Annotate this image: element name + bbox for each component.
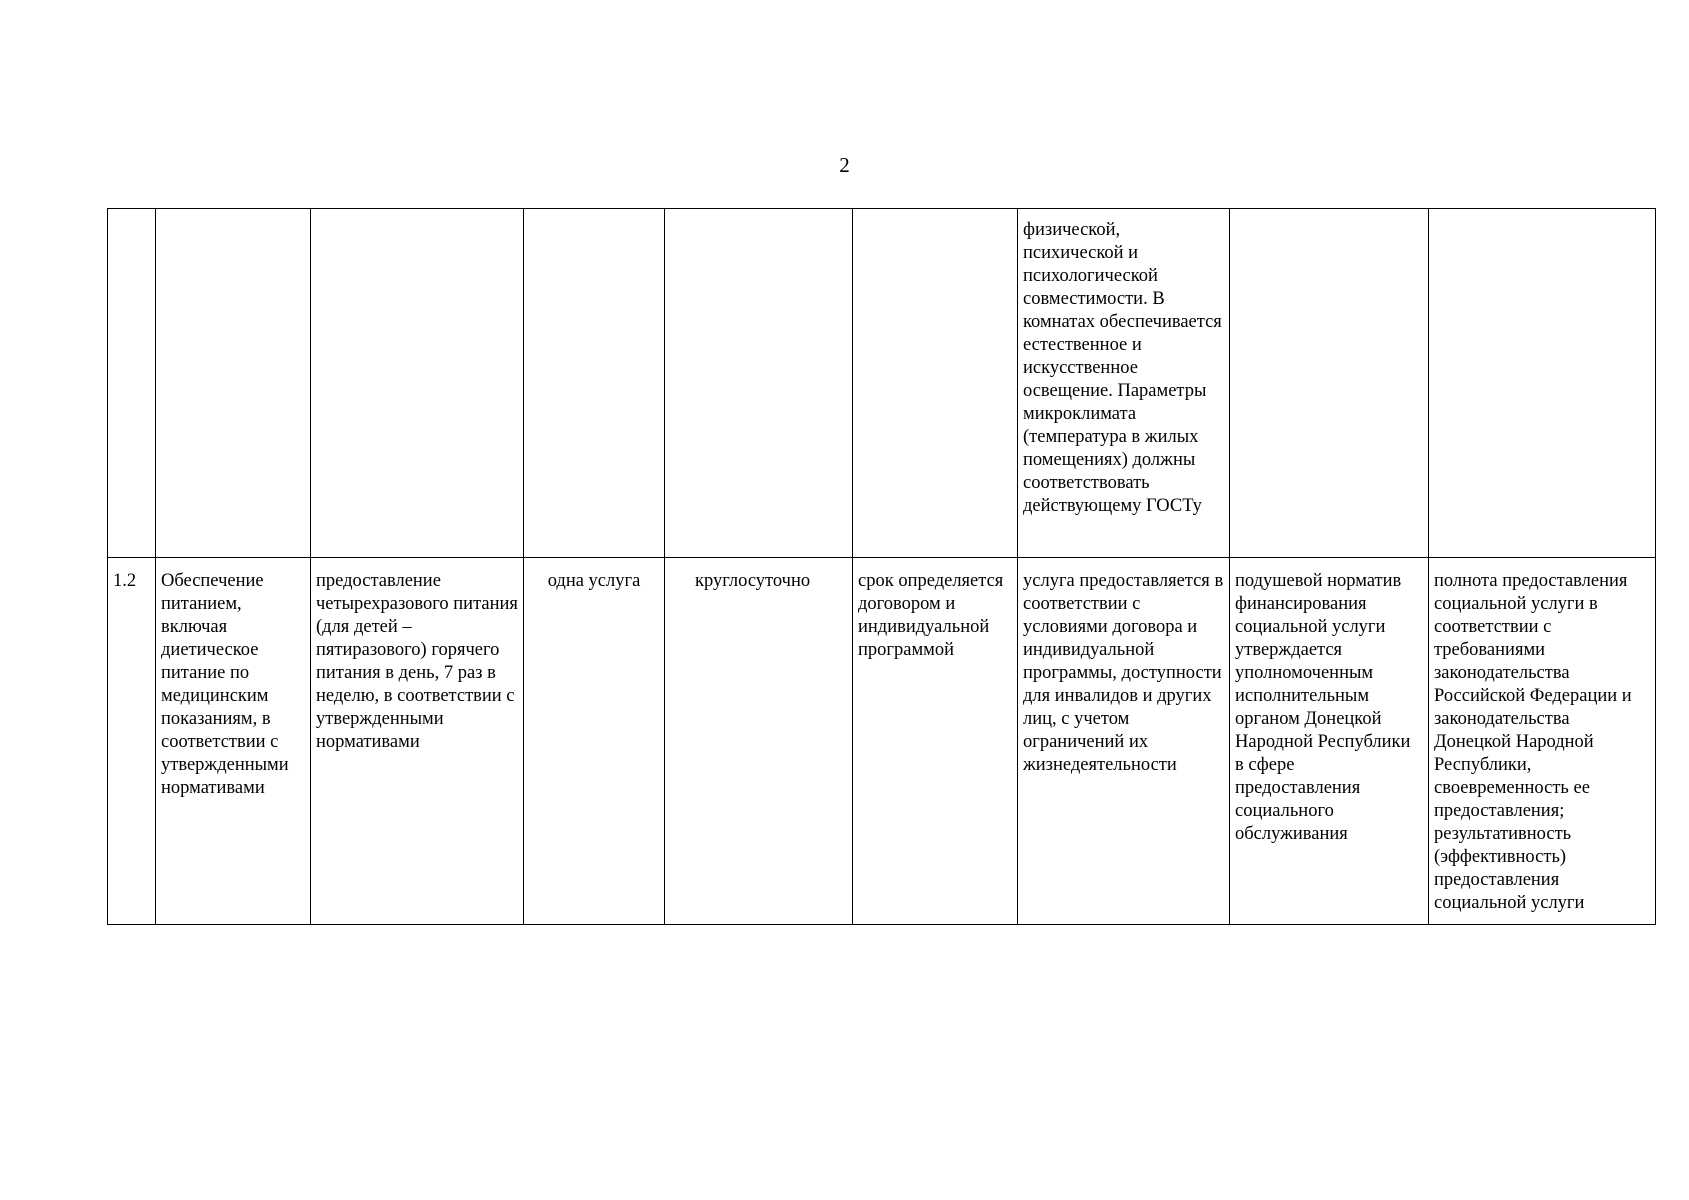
cell-quality: полнота предоставления социальной услуги в соответствии с требованиями законодательства Российской Федерации и законодательства Донецкой Народной Республики, своевременность ее предоставления; результативность (эффективность) предоставления социальной услуги bbox=[1429, 558, 1656, 925]
cell-number: 1.2 bbox=[108, 558, 156, 925]
table-row bbox=[108, 558, 1656, 925]
cell-frequency bbox=[665, 209, 853, 558]
cell-conditions: услуга предоставляется в соответствии с условиями договора и индивидуальной программы, доступности для инвалидов и других лиц, с учетом ограничений их жизнедеятельности bbox=[1018, 558, 1230, 925]
cell-name: Обеспечение питанием, включая диетическое питание по медицинским показаниям, в соответствии с утвержденными нормативами bbox=[156, 558, 311, 925]
cell-name bbox=[156, 209, 311, 558]
table-row-continuation bbox=[108, 209, 1656, 558]
cell-conditions: физической, психической и психологической совместимости. В комнатах обеспечивается естественное и искусственное освещение. Параметры микроклимата (температура в жилых помещениях) должны соответствовать действующему ГОСТу bbox=[1018, 209, 1230, 558]
cell-financing: подушевой норматив финансирования социальной услуги утверждается уполномоченным исполнительным органом Донецкой Народной Республики в сфере предоставления социального обслуживания bbox=[1230, 558, 1429, 925]
cell-unit bbox=[524, 209, 665, 558]
services-table bbox=[107, 208, 1656, 925]
page-number: 2 bbox=[839, 153, 850, 177]
cell-description bbox=[311, 209, 524, 558]
cell-number bbox=[108, 209, 156, 558]
cell-term bbox=[853, 209, 1018, 558]
cell-description: предоставление четырехразового питания (для детей – пятиразового) горячего питания в день, 7 раз в неделю, в соответствии с утвержденными нормативами bbox=[311, 558, 524, 925]
cell-unit: одна услуга bbox=[524, 558, 665, 925]
cell-frequency: круглосуточно bbox=[665, 558, 853, 925]
cell-term: срок определяется договором и индивидуальной программой bbox=[853, 558, 1018, 925]
cell-quality bbox=[1429, 209, 1656, 558]
cell-financing bbox=[1230, 209, 1429, 558]
